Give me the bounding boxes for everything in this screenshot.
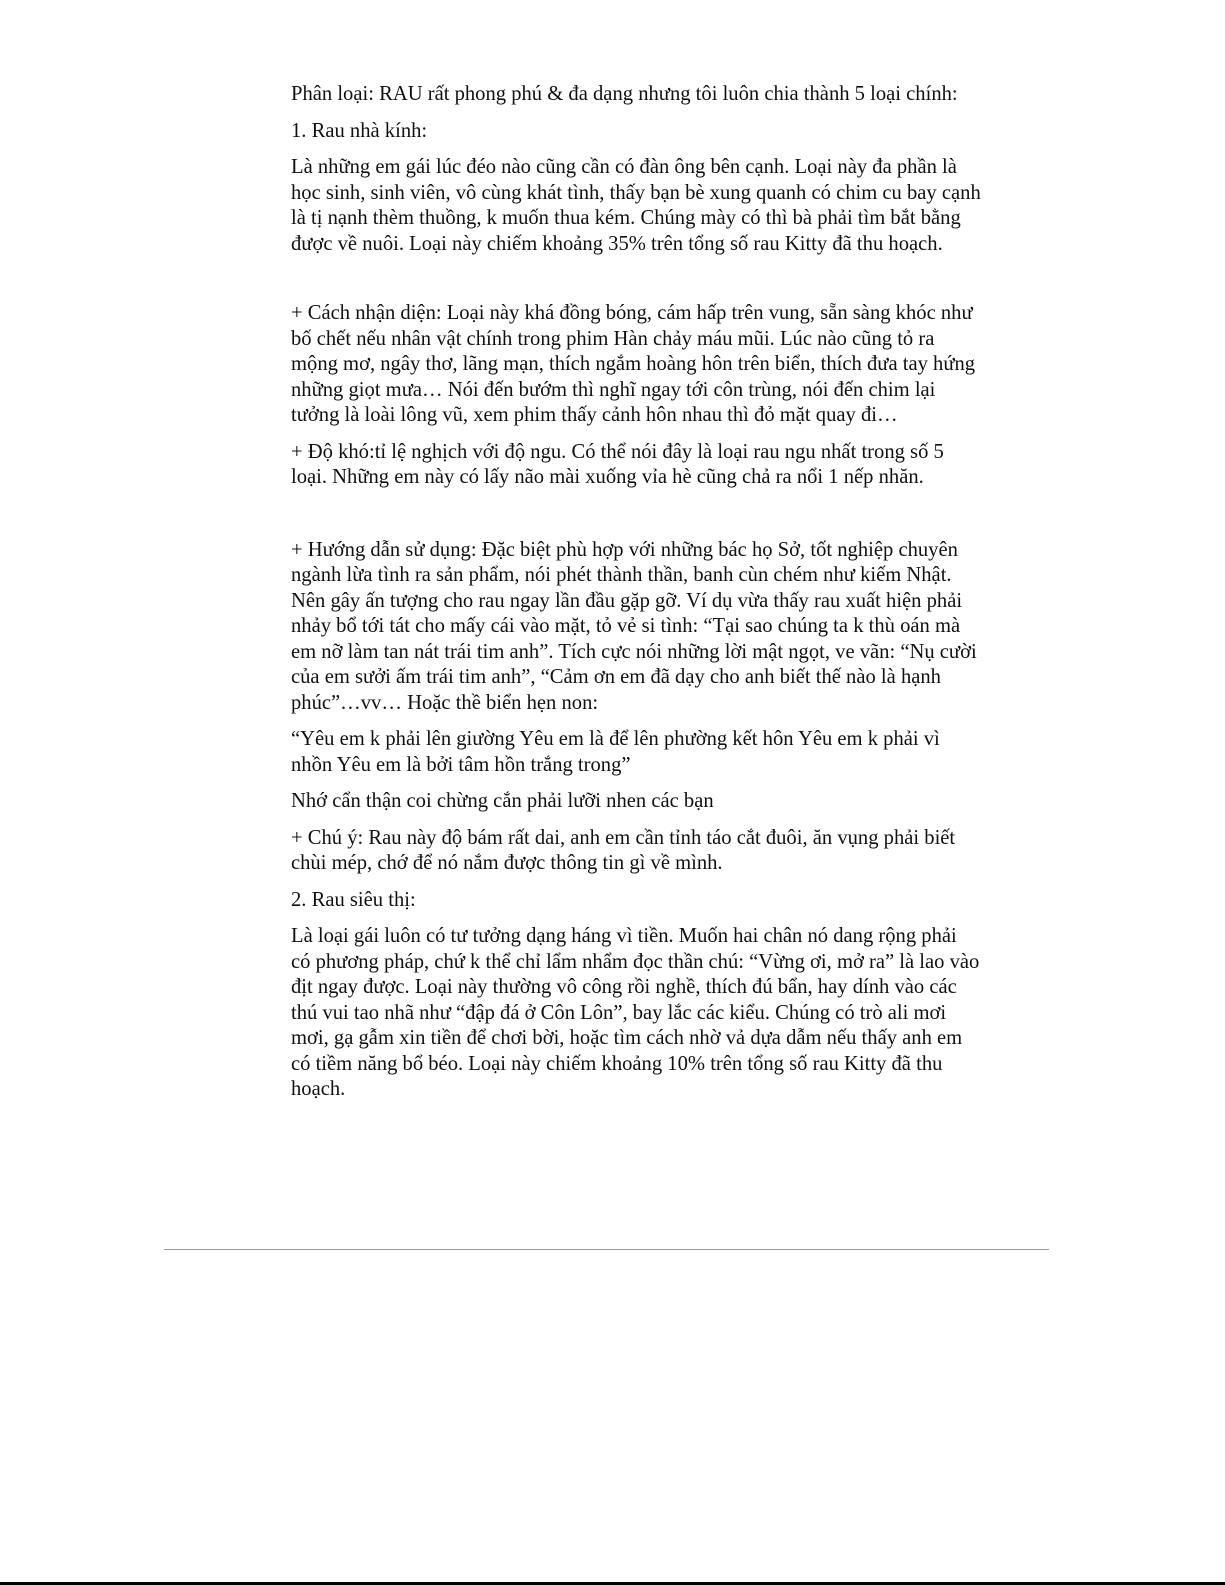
- body-paragraph: + Hướng dẫn sử dụng: Đặc biệt phù hợp với những bác họ Sở, tốt nghiệp chuyên ngành lừa tình ra sản phẩm, nói phét thành thần, banh cùn chém như kiếm Nhật. Nên gây ấn tượng cho rau ngay lần đầu gặp gỡ. Ví dụ vừa thấy rau xuất hiện phải nhảy bổ tới tát cho mấy cái vào mặt, tỏ vẻ si tình: “Tại sao chúng ta k thù oán mà em nỡ làm tan nát trái tim anh”. Tích cực nói những lời mật ngọt, ve vãn: “Nụ cười của em sưởi ấm trái tim anh”, “Cảm ơn em đã dạy cho anh biết thế nào là hạnh phúc”…vv… Hoặc thề biển hẹn non:: [291, 538, 977, 714]
- section-heading-rau-nha-kinh: 1. Rau nhà kính:: [291, 119, 428, 142]
- body-paragraph: + Độ khó:tỉ lệ nghịch với độ ngu. Có thể nói đây là loại rau ngu nhất trong số 5 loại. Những em này có lấy não mài xuống vỉa hè cũng chả ra nổi 1 nếp nhăn.: [291, 440, 944, 488]
- document-body: [291, 82, 981, 1114]
- quote-paragraph: “Yêu em k phải lên giường Yêu em là để lên phường kết hôn Yêu em k phải vì nhồn Yêu em là bởi tâm hồn trắng trong”: [291, 728, 940, 776]
- body-paragraph: Là loại gái luôn có tư tưởng dạng háng vì tiền. Muốn hai chân nó dang rộng phải có phương pháp, chứ k thể chỉ lẩm nhẩm đọc thần chú: “Vừng ơi, mở ra” là lao vào địt ngay được. Loại này thường vô công rồi nghề, thích đú bẩn, hay dính vào các thú vui tao nhã như “đập đá ở Côn Lôn”, bay lắc các kiểu. Chúng có trò ali mơi mơi, gạ gẫm xin tiền để chơi bời, hoặc tìm cách nhờ vả dựa dẫm nếu thấy anh em có tiềm năng bổ béo. Loại này chiếm khoảng 10% trên tổng số rau Kitty đã thu hoạch.: [291, 925, 980, 1100]
- section-heading-rau-sieu-thi: 2. Rau siêu thị:: [291, 888, 416, 911]
- body-paragraph: + Chú ý: Rau này độ bám rất dai, anh em cần tỉnh táo cắt đuôi, ăn vụng phải biết chùi mép, chớ để nó nắm được thông tin gì về mình.: [291, 826, 956, 874]
- body-paragraph: Là những em gái lúc đéo nào cũng cần có đàn ông bên cạnh. Loại này đa phần là học sinh, sinh viên, vô cùng khát tình, thấy bạn bè xung quanh có chim cu bay cạnh là tị nạnh thèm thuồng, k muốn thua kém. Chúng mày có thì bà phải tìm bắt bằng được về nuôi. Loại này chiếm khoảng 35% trên tổng số rau Kitty đã thu hoạch.: [291, 156, 981, 255]
- page-divider: [164, 1249, 1049, 1250]
- body-paragraph: + Cách nhận diện: Loại này khá đồng bóng, cám hấp trên vung, sẵn sàng khóc như bố chết nếu nhân vật chính trong phim Hàn chảy máu mũi. Lúc nào cũng tỏ ra mộng mơ, ngây thơ, lãng mạn, thích ngắm hoàng hôn trên biển, thích đưa tay hứng những giọt mưa… Nói đến bướm thì nghĩ ngay tới côn trùng, nói đến chim lại tưởng là loài lông vũ, xem phim thấy cảnh hôn nhau thì đỏ mặt quay đi…: [291, 302, 976, 426]
- intro-paragraph: Phân loại: RAU rất phong phú & đa dạng nhưng tôi luôn chia thành 5 loại chính:: [291, 83, 958, 105]
- body-paragraph: Nhớ cẩn thận coi chừng cắn phải lưỡi nhen các bạn: [291, 790, 714, 812]
